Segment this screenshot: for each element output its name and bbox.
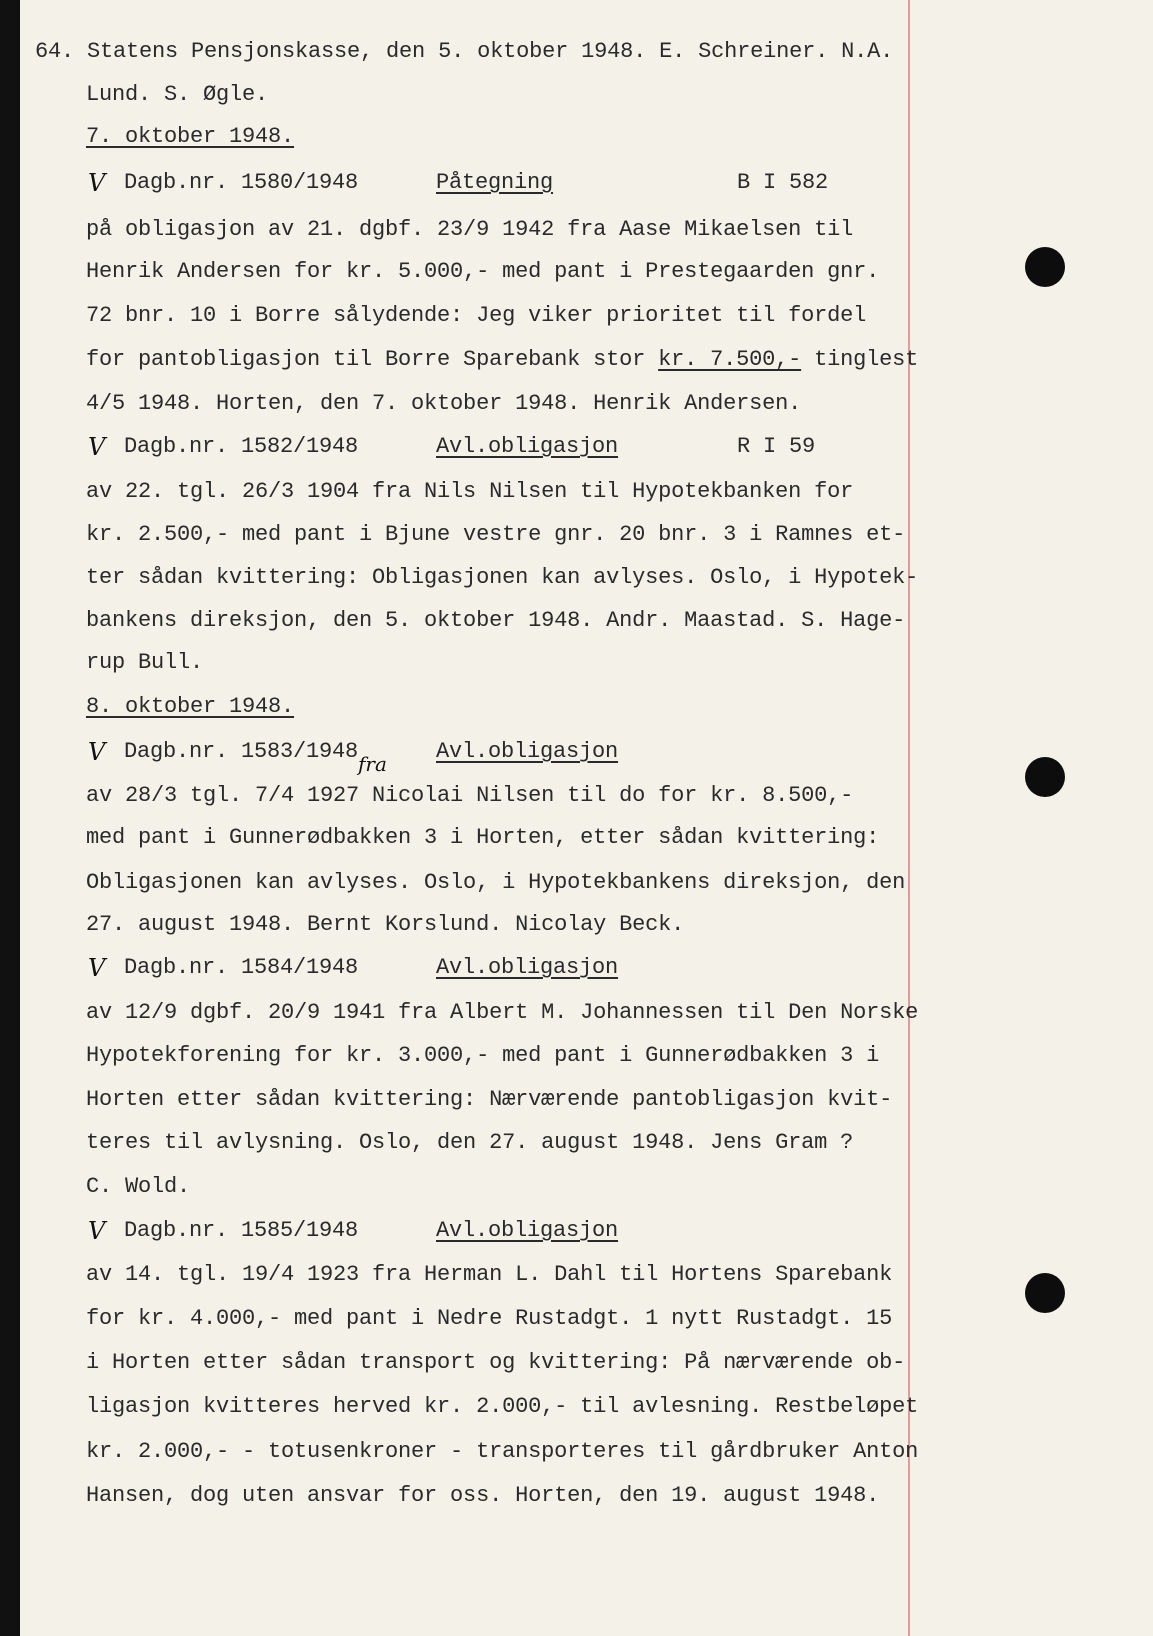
text-line xyxy=(86,1129,853,1157)
text-line xyxy=(86,302,866,330)
entry-ref: Dagb.nr. 1585/1948 xyxy=(124,1218,359,1243)
check-mark: V xyxy=(88,169,106,197)
entry-title: Avl.obligasjon xyxy=(436,739,619,764)
underlined-text: 8. oktober 1948. xyxy=(86,694,295,719)
handwritten-insert: fra xyxy=(358,752,387,776)
text-line xyxy=(86,521,905,549)
text-segment: for kr. 4.000,- med pant i Nedre Rustadgt. 1 nytt Rustadgt. 15 xyxy=(86,1306,893,1331)
text-line xyxy=(86,1261,892,1289)
text-line xyxy=(86,564,918,592)
text-line xyxy=(86,999,918,1027)
text-segment: C. Wold. xyxy=(86,1174,191,1199)
text-segment: ligasjon kvitteres herved kr. 2.000,- til avlesning. Restbeløpet xyxy=(86,1394,919,1419)
check-mark: V xyxy=(88,738,106,766)
text-line xyxy=(86,81,268,109)
text-line xyxy=(86,258,879,286)
text-line xyxy=(35,38,893,66)
text-segment: av 12/9 dgbf. 20/9 1941 fra Albert M. Johannessen til Den Norske xyxy=(86,1000,919,1025)
text-line xyxy=(86,693,294,721)
text-segment: Hansen, dog uten ansvar for oss. Horten, den 19. august 1948. xyxy=(86,1483,880,1508)
entry-code: R I 59 xyxy=(737,434,816,459)
text-segment: kr. 2.000,- - totusenkroner - transporteres til gårdbruker Anton xyxy=(86,1439,919,1464)
check-mark: V xyxy=(88,954,106,982)
underlined-text: kr. 7.500,- xyxy=(658,347,802,372)
text-line xyxy=(86,1086,892,1114)
text-segment: 4/5 1948. Horten, den 7. oktober 1948. Henrik Andersen. xyxy=(86,391,802,416)
text-segment: Hypotekforening for kr. 3.000,- med pant i Gunnerødbakken 3 i xyxy=(86,1043,880,1068)
text-line xyxy=(86,911,684,939)
text-line xyxy=(86,1393,918,1421)
punch-hole xyxy=(1025,1273,1065,1313)
text-line xyxy=(86,782,853,810)
text-segment: teres til avlysning. Oslo, den 27. august 1948. Jens Gram ? xyxy=(86,1130,854,1155)
text-segment: 64. Statens Pensjonskasse, den 5. oktober 1948. E. Schreiner. N.A. xyxy=(35,39,894,64)
text-line xyxy=(86,123,294,151)
text-line xyxy=(86,346,918,374)
text-line xyxy=(86,1349,905,1377)
text-segment: Horten etter sådan kvittering: Nærværende pantobligasjon kvit- xyxy=(86,1087,893,1112)
text-segment: 72 bnr. 10 i Borre sålydende: Jeg viker prioritet til fordel xyxy=(86,303,867,328)
text-segment: på obligasjon av 21. dgbf. 23/9 1942 fra Aase Mikaelsen til xyxy=(86,217,854,242)
text-segment: av 14. tgl. 19/4 1923 fra Herman L. Dahl til Hortens Sparebank xyxy=(86,1262,893,1287)
entry-ref: Dagb.nr. 1583/1948 xyxy=(124,739,359,764)
margin-line xyxy=(908,0,910,1636)
entry-title: Påtegning xyxy=(436,170,554,195)
entry-code: B I 582 xyxy=(737,170,829,195)
text-segment: for pantobligasjon til Borre Sparebank stor xyxy=(86,347,659,372)
text-line xyxy=(86,1173,190,1201)
text-line xyxy=(86,478,853,506)
text-segment: 27. august 1948. Bernt Korslund. Nicolay Beck. xyxy=(86,912,685,937)
text-segment: av 22. tgl. 26/3 1904 fra Nils Nilsen til Hypotekbanken for xyxy=(86,479,854,504)
entry-ref: Dagb.nr. 1584/1948 xyxy=(124,955,359,980)
entry-title: Avl.obligasjon xyxy=(436,1218,619,1243)
text-line xyxy=(86,216,853,244)
check-mark: V xyxy=(88,1217,106,1245)
scan-edge xyxy=(0,0,20,1636)
text-line xyxy=(86,824,879,852)
text-segment: tinglest xyxy=(801,347,919,372)
text-segment: Lund. S. Øgle. xyxy=(86,82,269,107)
text-segment: ter sådan kvittering: Obligasjonen kan avlyses. Oslo, i Hypotek- xyxy=(86,565,919,590)
entry-ref: Dagb.nr. 1582/1948 xyxy=(124,434,359,459)
text-line xyxy=(86,649,203,677)
check-mark: V xyxy=(88,433,106,461)
punch-hole xyxy=(1025,757,1065,797)
entry-title: Avl.obligasjon xyxy=(436,955,619,980)
underlined-text: 7. oktober 1948. xyxy=(86,124,295,149)
text-segment: i Horten etter sådan transport og kvittering: På nærværende ob- xyxy=(86,1350,906,1375)
text-line xyxy=(86,390,801,418)
text-segment: bankens direksjon, den 5. oktober 1948. Andr. Maastad. S. Hage- xyxy=(86,608,906,633)
text-segment: kr. 2.500,- med pant i Bjune vestre gnr. 20 bnr. 3 i Ramnes et- xyxy=(86,522,906,547)
text-line xyxy=(86,1042,879,1070)
text-segment: med pant i Gunnerødbakken 3 i Horten, etter sådan kvittering: xyxy=(86,825,880,850)
text-segment: av 28/3 tgl. 7/4 1927 Nicolai Nilsen til do for kr. 8.500,- xyxy=(86,783,854,808)
entry-ref: Dagb.nr. 1580/1948 xyxy=(124,170,359,195)
text-line xyxy=(86,1438,918,1466)
punch-hole xyxy=(1025,247,1065,287)
text-line xyxy=(86,869,905,897)
text-segment: Henrik Andersen for kr. 5.000,- med pant i Prestegaarden gnr. xyxy=(86,259,880,284)
text-line xyxy=(86,1305,892,1333)
text-segment: Obligasjonen kan avlyses. Oslo, i Hypotekbankens direksjon, den xyxy=(86,870,906,895)
text-segment: rup Bull. xyxy=(86,650,204,675)
entry-title: Avl.obligasjon xyxy=(436,434,619,459)
text-line xyxy=(86,607,905,635)
text-line xyxy=(86,1482,879,1510)
